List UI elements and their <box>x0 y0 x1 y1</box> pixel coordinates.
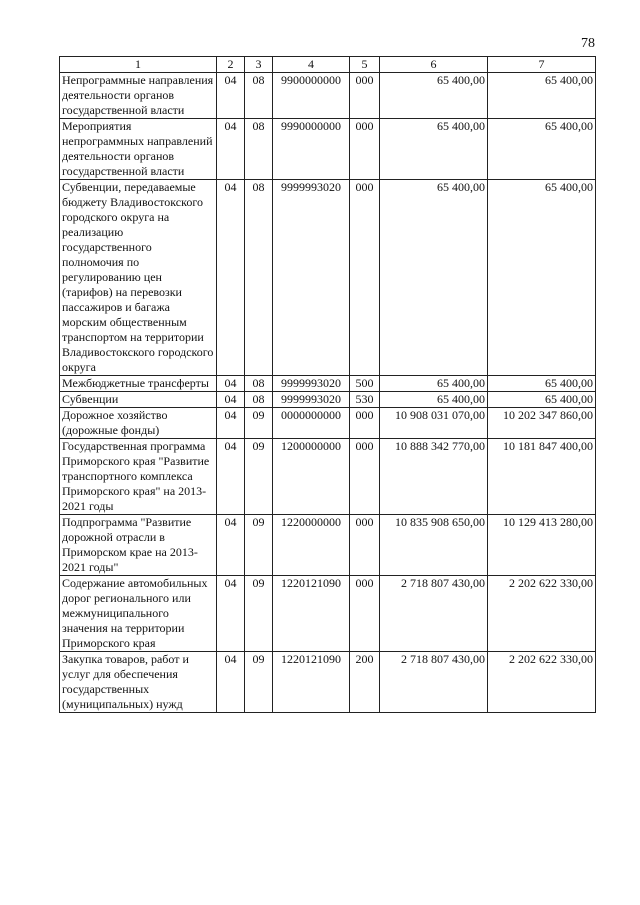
row-name: Закупка товаров, работ и услуг для обеспечения государственных (муниципальных) нужд <box>60 652 217 713</box>
section-code: 04 <box>217 408 245 439</box>
section-code: 04 <box>217 576 245 652</box>
subsection-code: 09 <box>245 515 273 576</box>
subsection-code: 08 <box>245 376 273 392</box>
row-name: Дорожное хозяйство (дорожные фонды) <box>60 408 217 439</box>
subsection-code: 08 <box>245 180 273 376</box>
amount-column-6: 65 400,00 <box>380 392 488 408</box>
amount-column-7: 10 202 347 860,00 <box>488 408 596 439</box>
expense-type-code: 000 <box>350 408 380 439</box>
section-code: 04 <box>217 652 245 713</box>
row-name: Межбюджетные трансферты <box>60 376 217 392</box>
column-header: 7 <box>488 57 596 73</box>
section-code: 04 <box>217 392 245 408</box>
amount-column-7: 65 400,00 <box>488 392 596 408</box>
section-code: 04 <box>217 515 245 576</box>
subsection-code: 09 <box>245 652 273 713</box>
amount-column-7: 2 202 622 330,00 <box>488 576 596 652</box>
amount-column-6: 65 400,00 <box>380 73 488 119</box>
row-name: Подпрограмма "Развитие дорожной отрасли в Приморском крае на 2013-2021 годы" <box>60 515 217 576</box>
target-article-code: 9900000000 <box>273 73 350 119</box>
page-number: 78 <box>581 36 595 51</box>
column-header: 5 <box>350 57 380 73</box>
table-row <box>60 73 596 119</box>
expense-type-code: 530 <box>350 392 380 408</box>
target-article-code: 9999993020 <box>273 392 350 408</box>
amount-column-6: 2 718 807 430,00 <box>380 576 488 652</box>
amount-column-7: 65 400,00 <box>488 119 596 180</box>
table-row <box>60 180 596 376</box>
row-name: Непрограммные направления деятельности органов государственной власти <box>60 73 217 119</box>
expense-type-code: 000 <box>350 515 380 576</box>
row-name: Содержание автомобильных дорог регионального или межмуниципального значения на территории Приморского края <box>60 576 217 652</box>
amount-column-6: 65 400,00 <box>380 180 488 376</box>
amount-column-7: 10 181 847 400,00 <box>488 439 596 515</box>
row-name: Субвенции, передаваемые бюджету Владивостокского городского округа на реализацию государственного полномочия по регулированию цен (тарифов) на перевозки пассажиров и багажа морским общественным транспортом на территории Владивостокского городского округа <box>60 180 217 376</box>
amount-column-6: 10 888 342 770,00 <box>380 439 488 515</box>
amount-column-6: 65 400,00 <box>380 376 488 392</box>
subsection-code: 08 <box>245 73 273 119</box>
amount-column-6: 2 718 807 430,00 <box>380 652 488 713</box>
subsection-code: 08 <box>245 119 273 180</box>
row-name: Государственная программа Приморского края "Развитие транспортного комплекса Приморского края" на 2013-2021 годы <box>60 439 217 515</box>
row-name: Субвенции <box>60 392 217 408</box>
target-article-code: 0000000000 <box>273 408 350 439</box>
table-row <box>60 408 596 439</box>
row-name: Мероприятия непрограммных направлений деятельности органов государственной власти <box>60 119 217 180</box>
section-code: 04 <box>217 180 245 376</box>
amount-column-6: 10 835 908 650,00 <box>380 515 488 576</box>
table-row <box>60 392 596 408</box>
expense-type-code: 000 <box>350 576 380 652</box>
table-row <box>60 652 596 713</box>
budget-table <box>59 56 596 713</box>
target-article-code: 1200000000 <box>273 439 350 515</box>
column-header: 1 <box>60 57 217 73</box>
target-article-code: 1220121090 <box>273 652 350 713</box>
amount-column-7: 10 129 413 280,00 <box>488 515 596 576</box>
expense-type-code: 000 <box>350 180 380 376</box>
expense-type-code: 000 <box>350 119 380 180</box>
table-row <box>60 515 596 576</box>
amount-column-6: 65 400,00 <box>380 119 488 180</box>
section-code: 04 <box>217 119 245 180</box>
expense-type-code: 000 <box>350 439 380 515</box>
expense-type-code: 500 <box>350 376 380 392</box>
amount-column-7: 65 400,00 <box>488 376 596 392</box>
target-article-code: 1220121090 <box>273 576 350 652</box>
amount-column-7: 2 202 622 330,00 <box>488 652 596 713</box>
section-code: 04 <box>217 376 245 392</box>
amount-column-7: 65 400,00 <box>488 180 596 376</box>
expense-type-code: 200 <box>350 652 380 713</box>
subsection-code: 08 <box>245 392 273 408</box>
expense-type-code: 000 <box>350 73 380 119</box>
subsection-code: 09 <box>245 576 273 652</box>
table-row <box>60 576 596 652</box>
section-code: 04 <box>217 73 245 119</box>
section-code: 04 <box>217 439 245 515</box>
column-header: 4 <box>273 57 350 73</box>
column-header: 2 <box>217 57 245 73</box>
table-row <box>60 439 596 515</box>
amount-column-6: 10 908 031 070,00 <box>380 408 488 439</box>
target-article-code: 9999993020 <box>273 376 350 392</box>
target-article-code: 9990000000 <box>273 119 350 180</box>
amount-column-7: 65 400,00 <box>488 73 596 119</box>
table-row <box>60 119 596 180</box>
target-article-code: 1220000000 <box>273 515 350 576</box>
subsection-code: 09 <box>245 439 273 515</box>
target-article-code: 9999993020 <box>273 180 350 376</box>
header-row <box>60 57 596 73</box>
column-header: 6 <box>380 57 488 73</box>
column-header: 3 <box>245 57 273 73</box>
table-row <box>60 376 596 392</box>
subsection-code: 09 <box>245 408 273 439</box>
